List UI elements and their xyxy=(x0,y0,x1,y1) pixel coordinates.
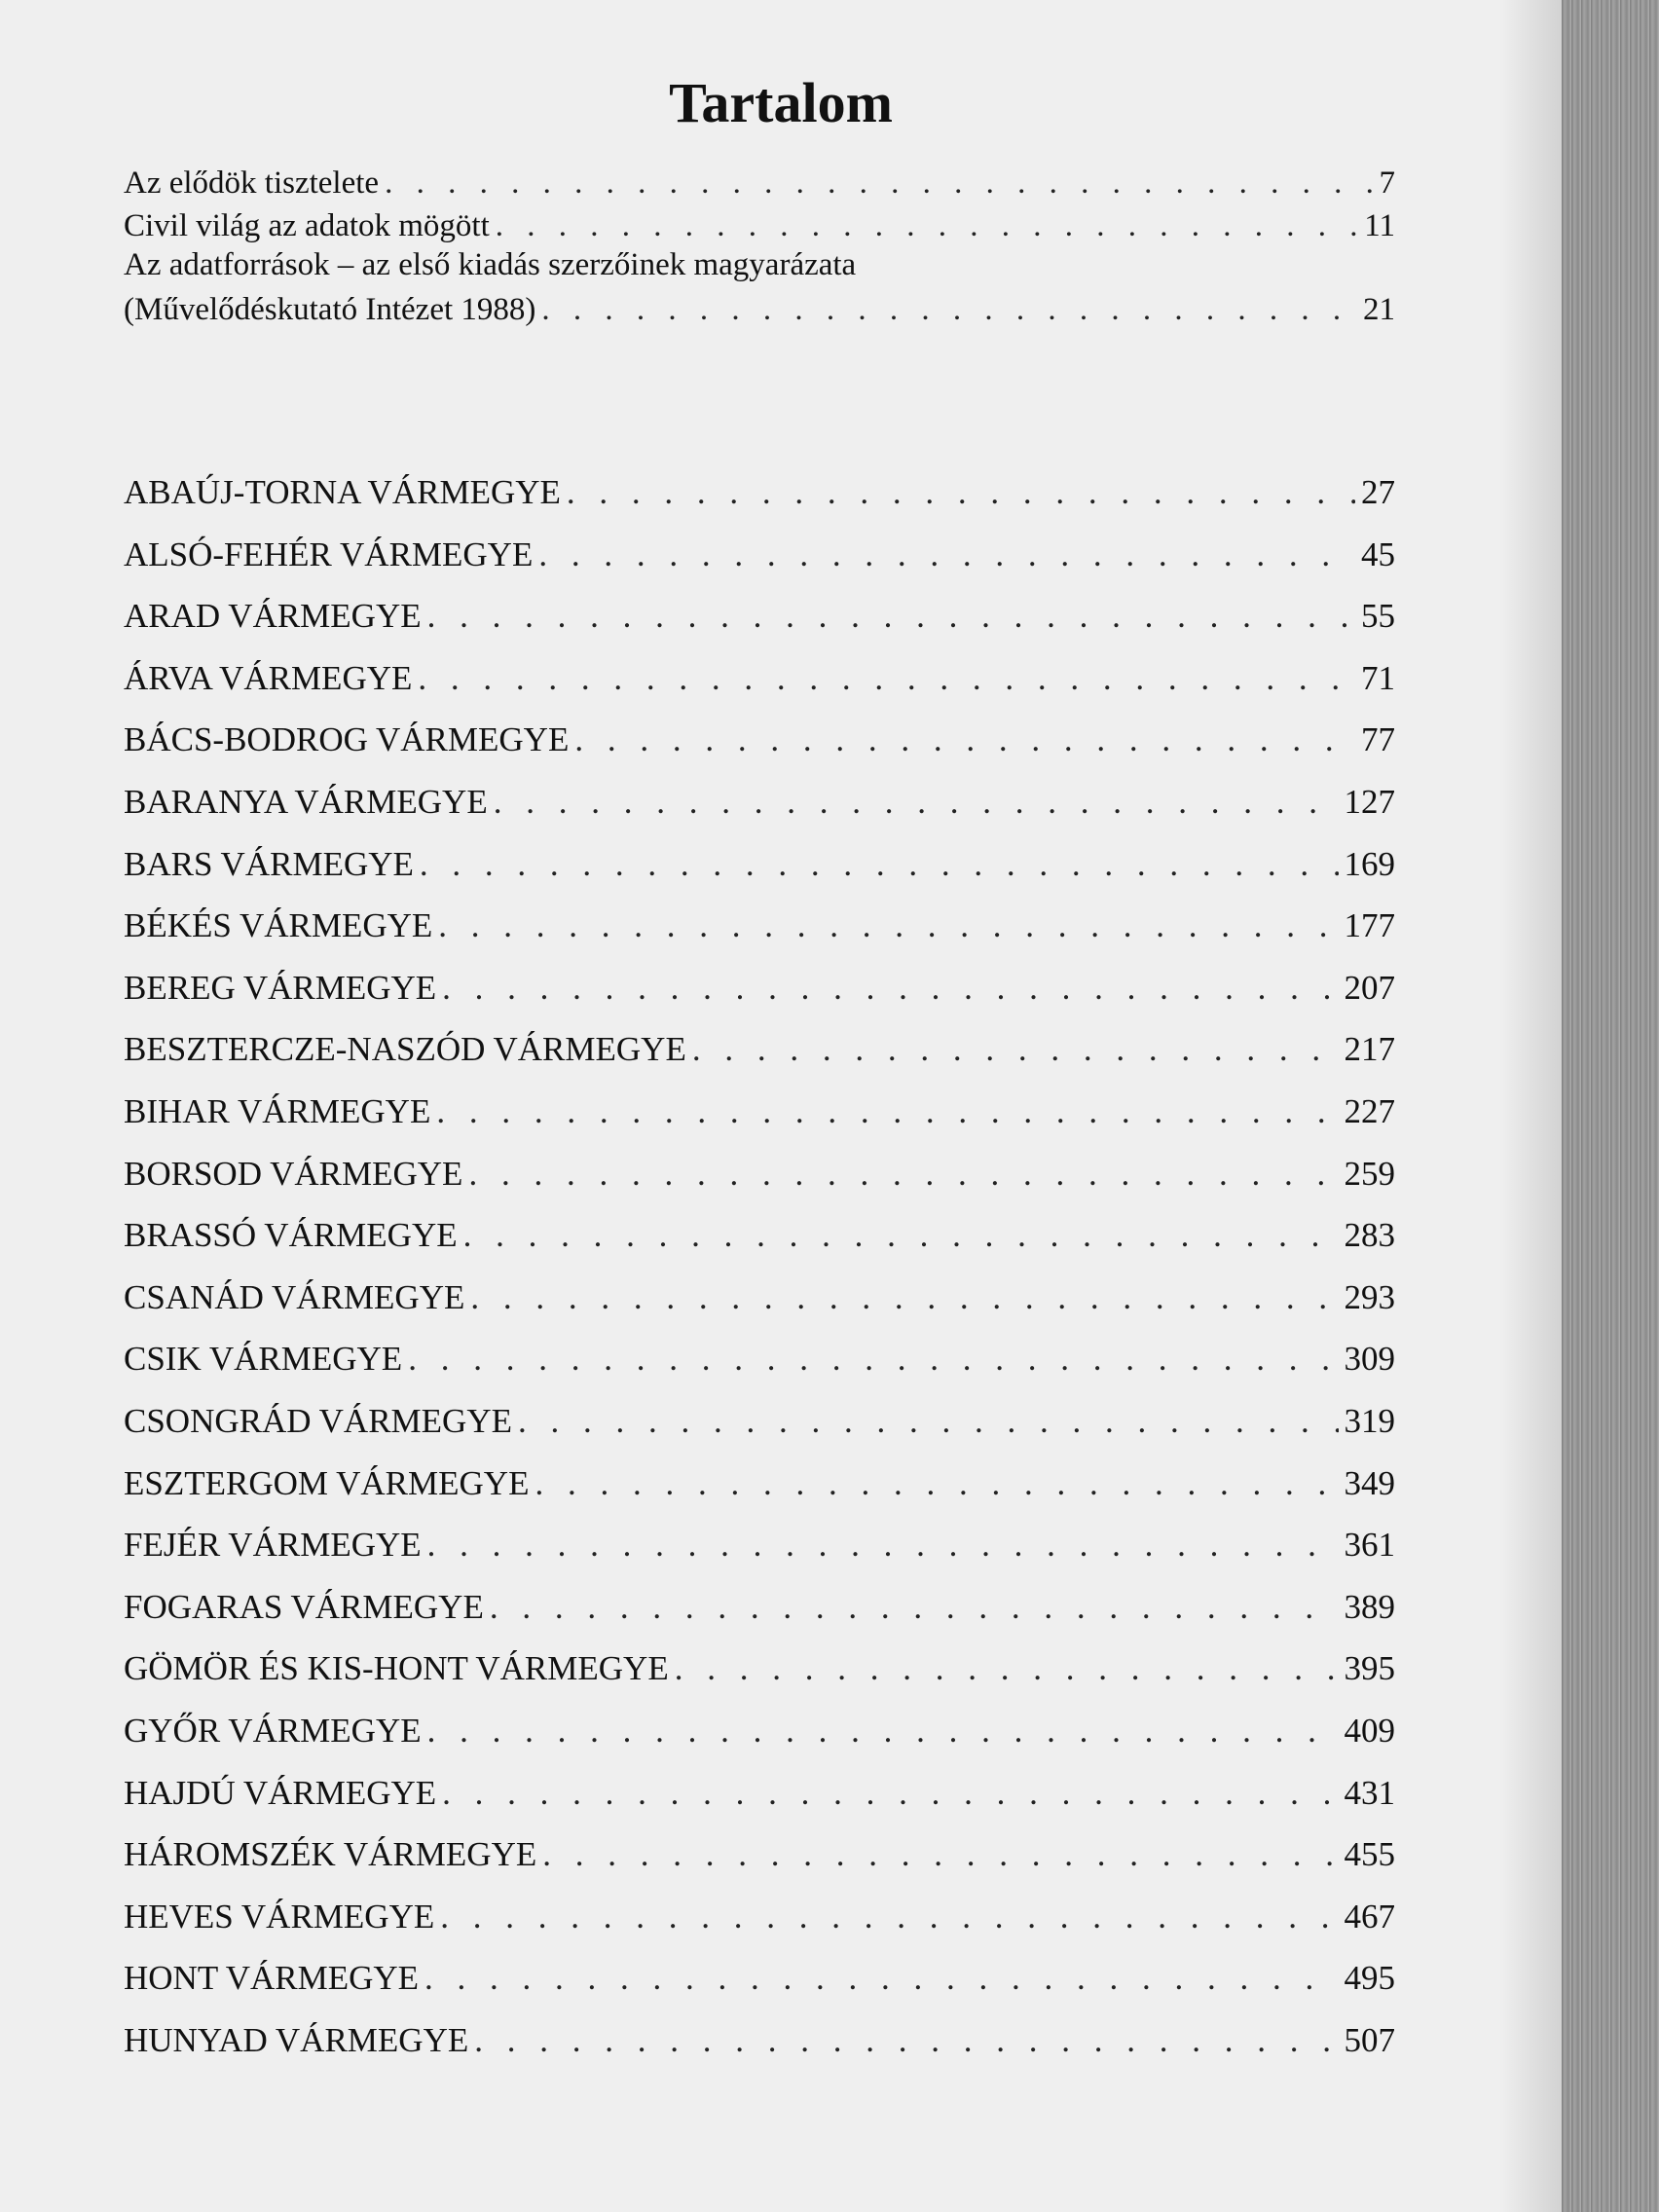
toc-entry xyxy=(124,1649,1395,1696)
toc-entry-page: 409 xyxy=(1344,1712,1395,1750)
toc-entry xyxy=(124,1835,1395,1882)
toc-entry-page: 27 xyxy=(1361,473,1395,511)
toc-entry-label: ARAD VÁRMEGYE xyxy=(124,597,422,636)
page-shadow xyxy=(1499,0,1562,2212)
toc-entry-page: 319 xyxy=(1344,1402,1395,1440)
toc-entry xyxy=(124,1402,1395,1449)
toc-entry-label: CSIK VÁRMEGYE xyxy=(124,1340,403,1379)
toc-entry-page: 217 xyxy=(1344,1030,1395,1069)
dot-leader xyxy=(474,2021,1338,2060)
toc-entry-label-line1: Az adatforrások – az első kiadás szerzőinek magyarázata xyxy=(124,247,857,282)
toc-entry-label: (Művelődéskutató Intézet 1988) xyxy=(124,292,536,327)
dot-leader xyxy=(574,720,1355,759)
toc-entry-page: 361 xyxy=(1344,1526,1395,1565)
toc-entry-page: 169 xyxy=(1344,844,1395,883)
dot-leader xyxy=(427,1526,1339,1565)
toc-entry-label: BARANYA VÁRMEGYE xyxy=(124,783,488,821)
dot-leader xyxy=(418,659,1355,698)
toc-entry-page: 395 xyxy=(1344,1649,1395,1688)
dot-leader xyxy=(567,473,1355,512)
page-title: Tartalom xyxy=(669,71,893,134)
toc-entry xyxy=(124,1155,1395,1201)
toc-entry xyxy=(124,1588,1395,1635)
toc-entry xyxy=(124,473,1395,520)
toc-entry xyxy=(124,1712,1395,1758)
dot-leader xyxy=(518,1402,1339,1441)
toc-entry-label: GYŐR VÁRMEGYE xyxy=(124,1712,422,1750)
dot-leader xyxy=(675,1649,1339,1688)
dot-leader xyxy=(692,1030,1339,1069)
toc-entry xyxy=(124,845,1395,892)
toc-entry-page: 259 xyxy=(1344,1154,1395,1193)
toc-entry xyxy=(124,1030,1395,1077)
toc-entry-label: GÖMÖR ÉS KIS-HONT VÁRMEGYE xyxy=(124,1649,669,1688)
toc-entry xyxy=(124,166,1395,208)
toc-entry-page: 283 xyxy=(1344,1216,1395,1255)
toc-entry-page: 7 xyxy=(1379,166,1395,201)
toc-entry xyxy=(124,1340,1395,1386)
toc-entry-page: 431 xyxy=(1344,1773,1395,1812)
toc-entry-page: 45 xyxy=(1361,535,1395,573)
toc-entry-label: BEREG VÁRMEGYE xyxy=(124,968,437,1007)
dot-leader xyxy=(490,1588,1339,1627)
toc-entry-label: BÉKÉS VÁRMEGYE xyxy=(124,906,433,945)
dot-leader xyxy=(436,1092,1338,1131)
toc-entry xyxy=(124,1092,1395,1139)
toc-entry-label: BIHAR VÁRMEGYE xyxy=(124,1092,431,1130)
toc-entry-page: 177 xyxy=(1344,906,1395,945)
toc-entry-label: HONT VÁRMEGYE xyxy=(124,1959,420,1998)
page-edge-stack xyxy=(1562,0,1659,2212)
dot-leader xyxy=(442,1774,1338,1813)
dot-leader xyxy=(496,208,1358,244)
toc-entry xyxy=(124,1526,1395,1572)
toc-entry-page: 207 xyxy=(1344,968,1395,1007)
dot-leader xyxy=(535,1464,1338,1503)
toc-entry-label: Az elődök tisztelete xyxy=(124,166,380,201)
toc-entry xyxy=(124,659,1395,706)
toc-entry-label: ALSÓ-FEHÉR VÁRMEGYE xyxy=(124,535,534,573)
toc-entry xyxy=(124,535,1395,582)
toc-entry-label: CSANÁD VÁRMEGYE xyxy=(124,1277,465,1316)
toc-entry-label: ÁRVA VÁRMEGYE xyxy=(124,658,413,697)
toc-entry-label: BESZTERCZE-NASZÓD VÁRMEGYE xyxy=(124,1030,686,1069)
toc-entry xyxy=(124,208,1395,251)
table-of-contents xyxy=(124,0,1395,2212)
dot-leader xyxy=(463,1216,1339,1255)
toc-entry-page: 467 xyxy=(1344,1897,1395,1936)
toc-entry-page: 21 xyxy=(1363,292,1395,327)
toc-entry-page: 495 xyxy=(1344,1959,1395,1998)
toc-entry xyxy=(124,597,1395,644)
dot-leader xyxy=(385,166,1373,202)
dot-leader xyxy=(541,292,1357,328)
toc-entry xyxy=(124,1774,1395,1821)
toc-entry-page: 127 xyxy=(1344,783,1395,821)
toc-entry xyxy=(124,292,1395,335)
toc-entry-label: CSONGRÁD VÁRMEGYE xyxy=(124,1402,512,1440)
toc-entry xyxy=(124,1464,1395,1511)
toc-entry-page: 389 xyxy=(1344,1587,1395,1626)
dot-leader xyxy=(494,783,1339,822)
toc-entry-page: 227 xyxy=(1344,1092,1395,1130)
dot-leader xyxy=(542,1835,1338,1874)
toc-entry-page: 507 xyxy=(1344,2021,1395,2059)
dot-leader xyxy=(427,1712,1339,1751)
dot-leader xyxy=(408,1340,1338,1379)
toc-entry-label: HAJDÚ VÁRMEGYE xyxy=(124,1773,437,1812)
toc-entry-label: BORSOD VÁRMEGYE xyxy=(124,1154,463,1193)
dot-leader xyxy=(424,1959,1338,1998)
dot-leader xyxy=(420,845,1339,884)
dot-leader xyxy=(470,1278,1338,1317)
toc-entry-page: 55 xyxy=(1361,597,1395,636)
toc-entry xyxy=(124,1216,1395,1263)
toc-entry-label: HUNYAD VÁRMEGYE xyxy=(124,2021,469,2059)
toc-entry xyxy=(124,1959,1395,2006)
toc-entry-page: 293 xyxy=(1344,1277,1395,1316)
toc-entry-page: 77 xyxy=(1361,720,1395,759)
toc-entry-label: FOGARAS VÁRMEGYE xyxy=(124,1587,484,1626)
toc-entry-label: HÁROMSZÉK VÁRMEGYE xyxy=(124,1835,537,1874)
toc-entry xyxy=(124,2021,1395,2068)
toc-entry-label: BARS VÁRMEGYE xyxy=(124,844,414,883)
toc-entry-page: 349 xyxy=(1344,1463,1395,1502)
toc-entry xyxy=(124,906,1395,953)
toc-entry-label: BÁCS-BODROG VÁRMEGYE xyxy=(124,720,570,759)
toc-entry-label: ABAÚJ-TORNA VÁRMEGYE xyxy=(124,473,561,511)
toc-entry-label: ESZTERGOM VÁRMEGYE xyxy=(124,1463,530,1502)
dot-leader xyxy=(427,597,1355,636)
toc-entry-label: FEJÉR VÁRMEGYE xyxy=(124,1526,422,1565)
toc-entry-label: Civil világ az adatok mögött xyxy=(124,208,490,243)
dot-leader xyxy=(440,1898,1338,1936)
toc-entry xyxy=(124,1278,1395,1325)
toc-entry-label: HEVES VÁRMEGYE xyxy=(124,1897,435,1936)
toc-entry xyxy=(124,1898,1395,1944)
toc-entry-page: 71 xyxy=(1361,658,1395,697)
toc-entry-page: 11 xyxy=(1364,208,1395,243)
dot-leader xyxy=(538,535,1355,574)
toc-entry-label: BRASSÓ VÁRMEGYE xyxy=(124,1216,458,1255)
toc-entry-page: 455 xyxy=(1344,1835,1395,1874)
toc-entry xyxy=(124,720,1395,767)
toc-entry xyxy=(124,783,1395,830)
dot-leader xyxy=(438,906,1338,945)
toc-entry-page: 309 xyxy=(1344,1340,1395,1379)
dot-leader xyxy=(442,969,1338,1008)
dot-leader xyxy=(468,1155,1338,1194)
toc-entry xyxy=(124,969,1395,1015)
